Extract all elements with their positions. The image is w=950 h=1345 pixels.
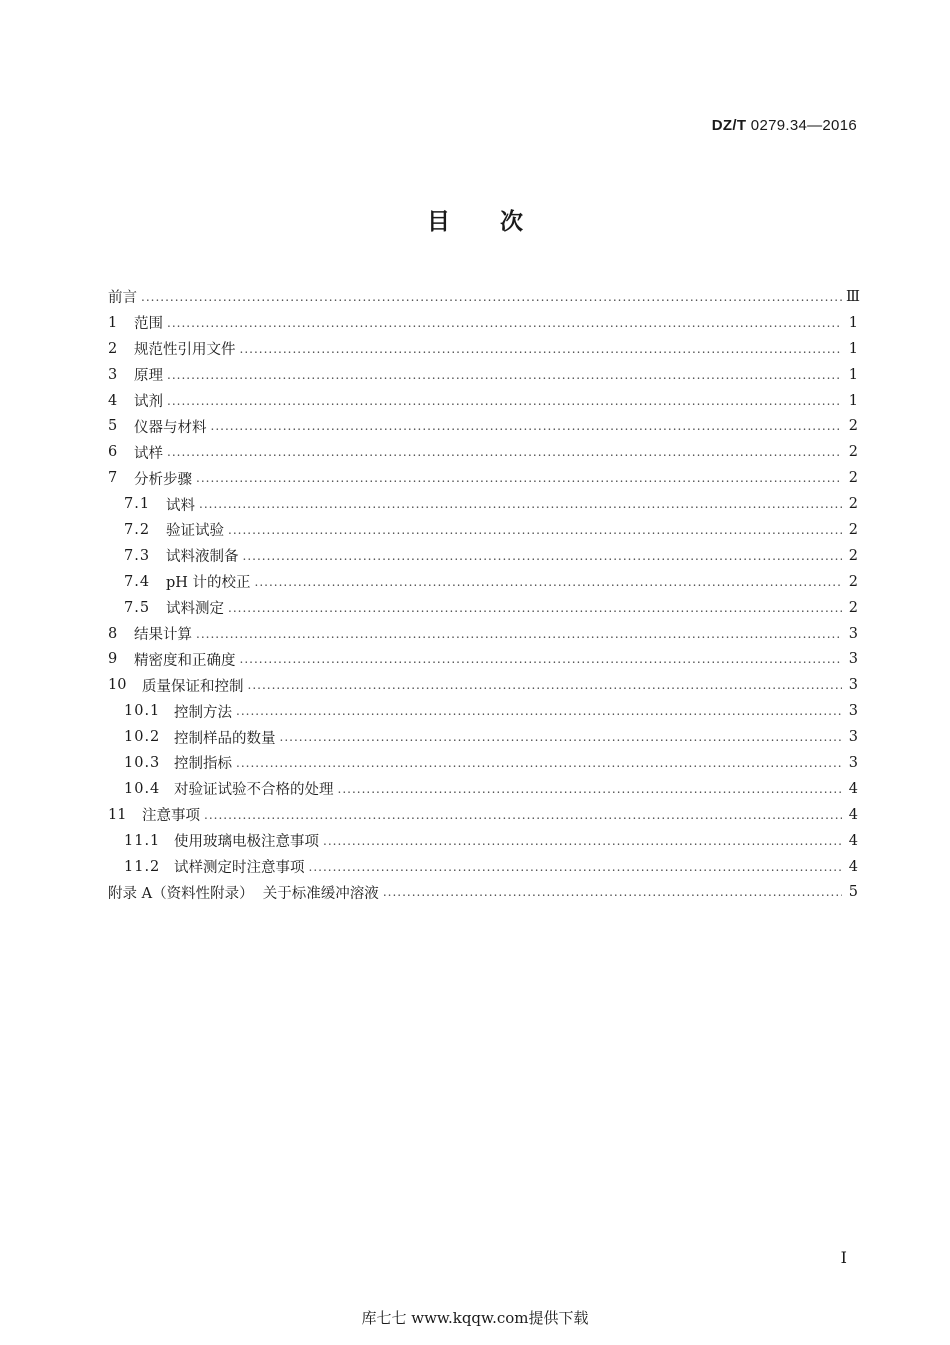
toc-label: 原理 [134,368,163,385]
toc-subentry[interactable] [108,569,858,595]
toc-entry[interactable] [108,362,858,388]
toc-subentry[interactable] [108,543,858,569]
toc-number: 1 [108,314,118,331]
toc-page: 3 [848,625,858,642]
leader-dots [280,730,843,744]
toc-label: 试料测定 [166,601,224,618]
toc-subentry[interactable] [108,750,858,776]
toc-page: 2 [848,547,858,564]
toc-page: 3 [848,651,858,668]
toc-label: 试料 [166,497,195,514]
leader-dots [228,523,842,537]
toc-entry[interactable] [108,802,858,828]
toc-label: 范围 [134,316,163,333]
toc-label: 前言 [108,290,137,307]
toc-number: 7.2 [124,521,151,538]
toc-number: 10 [108,677,127,694]
page-title: 目次 [427,208,573,235]
toc-page: 1 [848,366,858,383]
toc-label: 试料液制备 [166,549,239,566]
leader-dots [199,497,842,511]
toc-page: 2 [848,470,858,487]
toc-subentry[interactable] [108,517,858,543]
toc-entry[interactable] [108,336,858,362]
leader-dots [228,601,842,615]
leader-dots [236,704,842,718]
toc-page: 2 [848,444,858,461]
toc-label: 附录 A（资料性附录） 关于标准缓冲溶液 [108,885,379,902]
toc-subentry[interactable] [108,854,858,880]
toc-number: 9 [108,651,118,668]
toc-number: 7.1 [124,496,151,513]
toc-label: 控制指标 [174,756,232,773]
toc-label: 分析步骤 [134,471,192,488]
toc-subentry[interactable] [108,491,858,517]
leader-dots [211,419,843,433]
leader-dots [167,445,842,459]
toc-number: 10.3 [124,754,161,771]
toc-page: 1 [848,340,858,357]
toc-page: 1 [848,314,858,331]
page-number: I [840,1248,847,1267]
leader-dots [255,575,842,589]
toc-label: 注意事项 [142,808,200,825]
toc-label: 试样 [134,445,163,462]
toc-number: 10.1 [124,703,161,720]
leader-dots [240,652,843,666]
toc-page: 2 [848,496,858,513]
toc-label: 质量保证和控制 [142,678,244,695]
toc-number: 8 [108,625,118,642]
toc-page: 3 [848,729,858,746]
toc-label: 规范性引用文件 [134,342,236,359]
leader-dots [338,782,843,796]
leader-dots [196,471,842,485]
leader-dots [196,627,842,641]
toc-number: 7.3 [124,547,151,564]
toc-label: 仪器与材料 [134,419,207,436]
toc-subentry[interactable] [108,698,858,724]
toc-page: 3 [848,677,858,694]
leader-dots [240,342,843,356]
toc-page: 2 [848,599,858,616]
toc-entry[interactable] [108,439,858,465]
toc-label: 控制样品的数量 [174,730,276,747]
leader-dots [383,885,842,899]
toc-page: 4 [848,858,858,875]
download-footer: 库七七 www.kqqw.com提供下载 [361,1309,589,1327]
toc-number: 5 [108,418,118,435]
toc-label: 对验证试验不合格的处理 [174,782,334,799]
leader-dots [309,860,843,874]
toc-number: 11.2 [124,858,161,875]
table-of-contents [108,284,858,905]
toc-subentry[interactable] [108,595,858,621]
toc-page: 3 [848,754,858,771]
toc-label: 试样测定时注意事项 [174,860,305,877]
toc-number: 3 [108,366,118,383]
standard-code-number: 0279.34—2016 [750,117,857,134]
toc-page: 3 [848,703,858,720]
toc-label: 结果计算 [134,627,192,644]
leader-dots [236,756,842,770]
toc-number: 10.4 [124,780,161,797]
toc-page: 2 [848,573,858,590]
leader-dots [248,678,843,692]
toc-label: 精密度和正确度 [134,652,236,669]
toc-entry[interactable] [108,310,858,336]
toc-entry-annex-a[interactable] [108,879,858,905]
toc-number: 11 [108,806,127,823]
toc-entry[interactable] [108,646,858,672]
toc-number: 7 [108,470,118,487]
toc-page: Ⅲ [846,288,860,305]
toc-subentry[interactable] [108,724,858,750]
toc-page: 2 [848,521,858,538]
toc-number: 7.5 [124,599,151,616]
toc-entry[interactable] [108,388,858,414]
standard-code [712,117,857,134]
toc-page: 4 [848,806,858,823]
leader-dots [167,394,842,408]
toc-page: 2 [848,418,858,435]
toc-page: 4 [848,832,858,849]
toc-page: 4 [848,780,858,797]
standard-code-prefix: DZ/T [711,117,747,134]
toc-label: 验证试验 [166,523,224,540]
leader-dots [141,290,842,304]
toc-subentry[interactable] [108,828,858,854]
toc-entry[interactable] [108,413,858,439]
toc-number: 10.2 [124,729,161,746]
toc-label: pH 计的校正 [166,575,251,592]
toc-label: 控制方法 [174,704,232,721]
toc-entry-foreword[interactable] [108,284,858,310]
toc-page: 5 [848,884,858,901]
toc-number: 4 [108,392,118,409]
toc-label: 试剂 [134,394,163,410]
toc-entry[interactable] [108,621,858,647]
toc-page: 1 [848,392,858,409]
toc-number: 11.1 [124,832,161,849]
toc-label: 使用玻璃电极注意事项 [174,834,319,851]
leader-dots [204,808,842,822]
leader-dots [167,368,842,382]
toc-number: 2 [108,340,118,357]
leader-dots [167,316,842,330]
toc-number: 7.4 [124,573,151,590]
leader-dots [323,834,842,848]
leader-dots [243,549,843,563]
toc-entry[interactable] [108,672,858,698]
toc-entry[interactable] [108,465,858,491]
toc-subentry[interactable] [108,776,858,802]
toc-number: 6 [108,444,118,461]
